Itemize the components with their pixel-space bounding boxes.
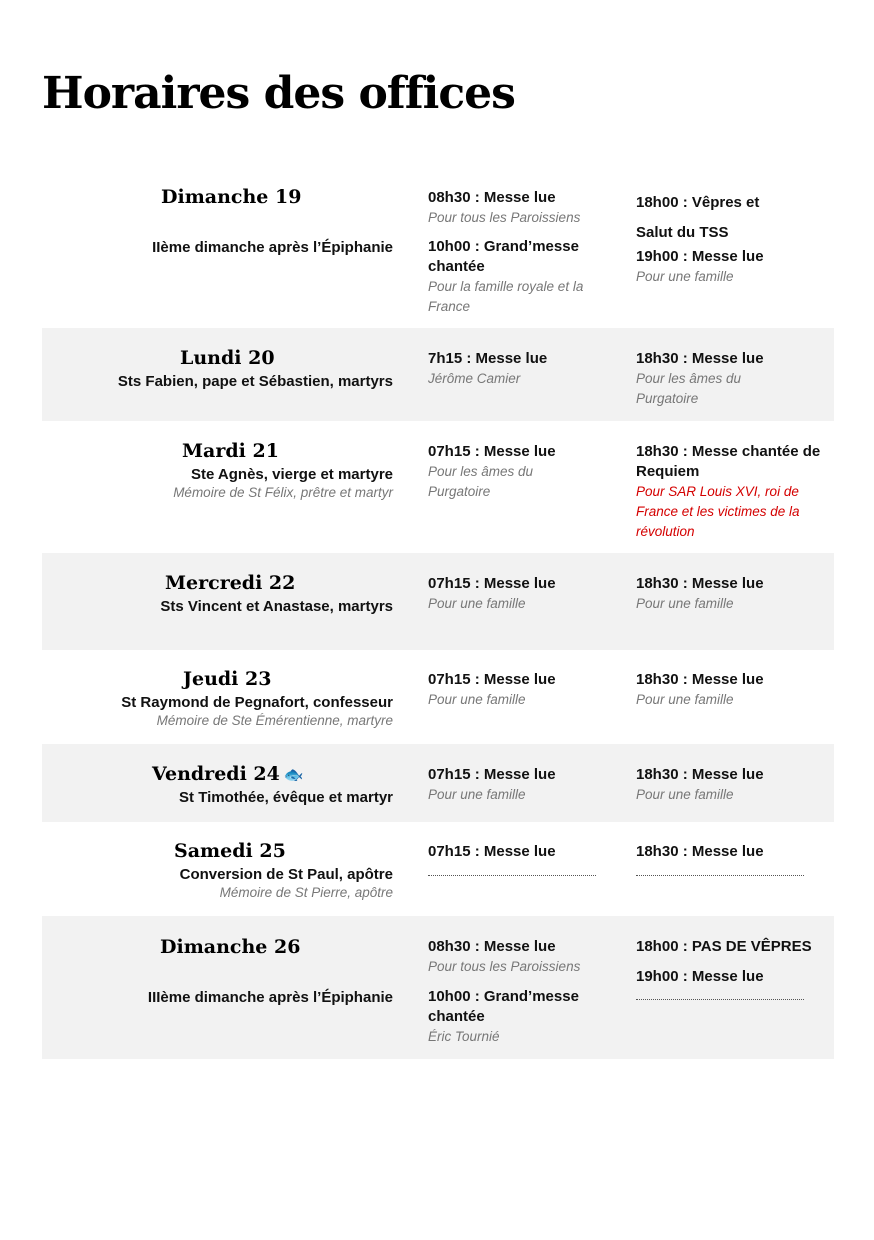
day-name: Lundi 20 bbox=[180, 347, 275, 369]
office-time: 07h15 : Messe lue bbox=[428, 843, 556, 860]
office-time: 07h15 : Messe lue bbox=[428, 671, 556, 688]
office-time: 19h00 : Messe lue bbox=[636, 248, 764, 265]
mass-intention: Pour la famille royale et la France bbox=[428, 279, 584, 314]
office-time: 07h15 : Messe lue bbox=[428, 766, 556, 783]
office-time: 18h30 : Messe chantée de Requiem bbox=[636, 443, 821, 480]
mass-intention: Pour une famille bbox=[636, 692, 734, 707]
day-row-lundi-20 bbox=[42, 328, 834, 421]
office-time: 10h00 : Grand’messe chantée bbox=[428, 988, 579, 1025]
mass-intention: Pour SAR Louis XVI, roi de France et les victimes de la révolution bbox=[636, 484, 800, 539]
day-row-dimanche-26 bbox=[42, 916, 834, 1059]
day-name: Dimanche 19 bbox=[161, 186, 302, 208]
memoire-note: Mémoire de St Félix, prêtre et martyr bbox=[173, 485, 393, 500]
mass-intention: Pour une famille bbox=[636, 596, 734, 611]
office-time: 07h15 : Messe lue bbox=[428, 443, 556, 460]
day-row-vendredi-24 bbox=[42, 744, 834, 822]
day-row-mercredi-22 bbox=[42, 553, 834, 650]
office-time: 19h00 : Messe lue bbox=[636, 968, 764, 985]
fish-icon: 🐟 bbox=[283, 765, 304, 784]
feast-title: IIIème dimanche après l’Épiphanie bbox=[147, 989, 393, 1006]
mass-intention: Pour une famille bbox=[428, 596, 526, 611]
office-time: 18h30 : Messe lue bbox=[636, 350, 764, 367]
feast-title: St Raymond de Pegnafort, confesseur bbox=[121, 694, 393, 711]
feast-title: Sts Fabien, pape et Sébastien, martyrs bbox=[117, 373, 393, 390]
office-time: 07h15 : Messe lue bbox=[428, 575, 556, 592]
feast-title: Conversion de St Paul, apôtre bbox=[179, 866, 393, 883]
mass-intention: Pour les âmes du Purgatoire bbox=[428, 464, 534, 499]
office-time: 10h00 : Grand’messe chantée bbox=[428, 238, 579, 275]
mass-intention: Pour les âmes du Purgatoire bbox=[636, 371, 742, 406]
office-time: 08h30 : Messe lue bbox=[428, 189, 556, 206]
feast-title: Sts Vincent et Anastase, martyrs bbox=[160, 598, 393, 615]
day-name-text: Vendredi 24 bbox=[152, 763, 280, 785]
office-time: 18h30 : Messe lue bbox=[636, 671, 764, 688]
day-row-samedi-25 bbox=[42, 822, 834, 916]
mass-intention: Pour une famille bbox=[636, 787, 734, 802]
day-name: Samedi 25 bbox=[174, 840, 286, 862]
day-name: Mardi 21 bbox=[182, 440, 279, 462]
day-name: Mercredi 22 bbox=[165, 572, 296, 594]
intention-blank-line bbox=[636, 999, 804, 1000]
office-time: 18h30 : Messe lue bbox=[636, 843, 764, 860]
intention-blank-line bbox=[428, 875, 596, 876]
office-time: 7h15 : Messe lue bbox=[428, 350, 548, 367]
feast-title: Ste Agnès, vierge et martyre bbox=[190, 466, 393, 483]
office-time: 18h00 : Vêpres et Salut du TSS bbox=[636, 194, 760, 241]
day-row-mardi-21 bbox=[42, 421, 834, 553]
mass-intention: Pour une famille bbox=[428, 787, 526, 802]
office-time: 08h30 : Messe lue bbox=[428, 938, 556, 955]
page-title: Horaires des offices bbox=[42, 68, 515, 119]
memoire-note: Mémoire de Ste Émérentienne, martyre bbox=[156, 713, 393, 728]
mass-intention: Jérôme Camier bbox=[428, 371, 521, 386]
mass-intention: Pour tous les Paroissiens bbox=[428, 210, 581, 225]
office-time: 18h30 : Messe lue bbox=[636, 575, 764, 592]
feast-title: St Timothée, évêque et martyr bbox=[179, 789, 393, 806]
day-row-jeudi-23 bbox=[42, 650, 834, 744]
mass-intention: Pour une famille bbox=[636, 269, 734, 284]
day-name: Dimanche 26 bbox=[160, 936, 301, 958]
memoire-note: Mémoire de St Pierre, apôtre bbox=[219, 885, 393, 900]
mass-intention: Pour tous les Paroissiens bbox=[428, 959, 581, 974]
intention-blank-line bbox=[636, 875, 804, 876]
day-name: Jeudi 23 bbox=[183, 668, 272, 690]
office-time: 18h00 : PAS DE VÊPRES bbox=[636, 938, 812, 955]
mass-intention: Éric Tournié bbox=[428, 1029, 500, 1044]
day-row-dimanche-19 bbox=[42, 178, 834, 328]
office-time: 18h30 : Messe lue bbox=[636, 766, 764, 783]
feast-title: IIème dimanche après l’Épiphanie bbox=[152, 239, 393, 256]
mass-intention: Pour une famille bbox=[428, 692, 526, 707]
day-name bbox=[152, 763, 304, 785]
